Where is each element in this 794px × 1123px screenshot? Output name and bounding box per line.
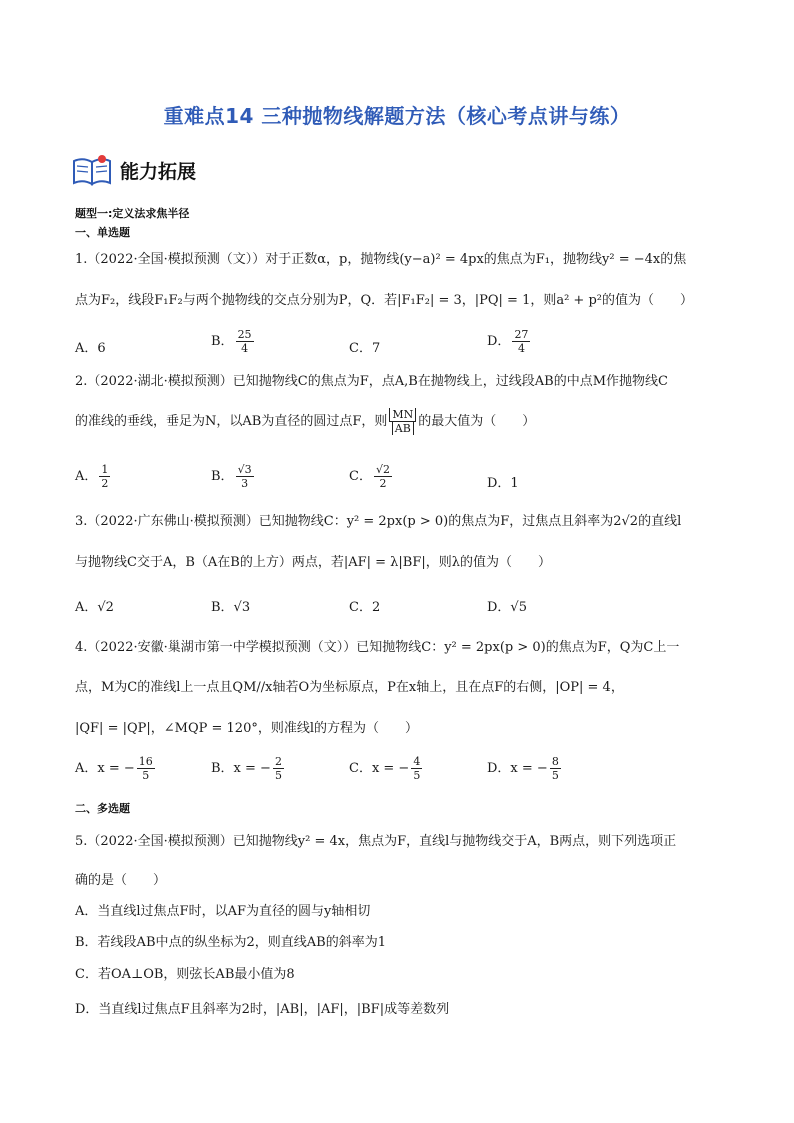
q5-line-1: 5.（2022·全国·模拟预测）已知抛物线y² = 4x，焦点为F，直线l与抛物线交于A，B两点，则下列选项正: [75, 834, 677, 849]
topic-heading: 题型一:定义法求焦半径: [75, 207, 190, 220]
q4-line-1: 4.（2022·安徽·巢湖市第一中学模拟预测（文））已知抛物线C：y² = 2px(p > 0)的焦点为F，Q为C上一: [75, 640, 680, 655]
q5-option-d: D．当直线l过焦点F且斜率为2时，|AB|，|AF|，|BF|成等差数列: [75, 1002, 450, 1017]
q4-line-2: 点，M为C的准线l上一点且QM//x轴若O为坐标原点，P在x轴上，且在点F的右侧，|OP| = 4，: [75, 680, 624, 695]
q5-line-2: 确的是（ ）: [75, 873, 167, 888]
q1-option-d: D． $\frac{27}{4}$: [487, 328, 529, 355]
q4-option-b: B．x = − $\frac{2}{5}$: [211, 755, 282, 782]
q2-line-2: 的准线的垂线，垂足为N，以AB为直径的圆过点F，则 $\frac{MN}{AB}$ 的最大值为（ ）: [75, 408, 536, 435]
q2-option-d: D．1: [487, 476, 519, 491]
q3-line-1: 3.（2022·广东佛山·模拟预测）已知抛物线C：y² = 2px(p > 0)的焦点为F，过焦点且斜率为2√2的直线l: [75, 514, 682, 529]
q3-option-d: D．√5: [487, 600, 527, 615]
q1-line-1: 1.（2022·全国·模拟预测（文））对于正数α，p，抛物线(y−a)² = 4px的焦点为F₁，抛物线y² = −4x的焦: [75, 252, 687, 267]
q4-option-a: A．x = − $\frac{16}{5}$: [75, 755, 153, 782]
q3-option-b: B．√3: [211, 600, 251, 615]
q5-option-b: B．若线段AB中点的纵坐标为2，则直线AB的斜率为1: [75, 935, 386, 950]
q1-option-a: A．6: [75, 341, 106, 356]
q2-option-a: A． $\frac{1}{2}$: [75, 463, 109, 490]
q3-option-c: C．2: [349, 600, 381, 615]
q2-option-b: B． $\frac{√3}{3}$: [211, 463, 252, 490]
q1-line-2: 点为F₂，线段F₁F₂与两个抛物线的交点分别为P，Q．若|F₁F₂| = 3，|PQ| = 1，则a² + p²的值为（ ）: [75, 293, 693, 308]
q5-option-c: C．若OA⊥OB，则弦长AB最小值为8: [75, 967, 295, 982]
q2-line-1: 2.（2022·湖北·模拟预测）已知抛物线C的焦点为F，点A,B在抛物线上，过线段AB的中点M作抛物线C: [75, 374, 668, 389]
q3-option-a: A．√2: [75, 600, 114, 615]
q3-line-2: 与抛物线C交于A，B（A在B的上方）两点，若|AF| = λ|BF|，则λ的值为（ ）: [75, 555, 551, 570]
q2-option-c: C． $\frac{√2}{2}$: [349, 463, 390, 490]
part-heading-single: 一、单选题: [75, 226, 130, 239]
book-icon: [72, 153, 112, 187]
q1-option-c: C．7: [349, 341, 381, 356]
q5-option-a: A．当直线l过焦点F时，以AF为直径的圆与y轴相切: [75, 904, 371, 919]
section-label: 能力拓展: [120, 160, 197, 183]
page-title: 重难点14 三种抛物线解题方法（核心考点讲与练）: [163, 104, 631, 128]
q1-option-b: B． $\frac{25}{4}$: [211, 328, 252, 355]
section-header: [72, 150, 196, 190]
q4-option-d: D．x = − $\frac{8}{5}$: [487, 755, 559, 782]
q4-option-c: C．x = − $\frac{4}{5}$: [349, 755, 421, 782]
part-heading-multi: 二、多选题: [75, 802, 130, 815]
q4-line-3: |QF| = |QP|，∠MQP = 120°，则准线l的方程为（ ）: [75, 721, 418, 736]
